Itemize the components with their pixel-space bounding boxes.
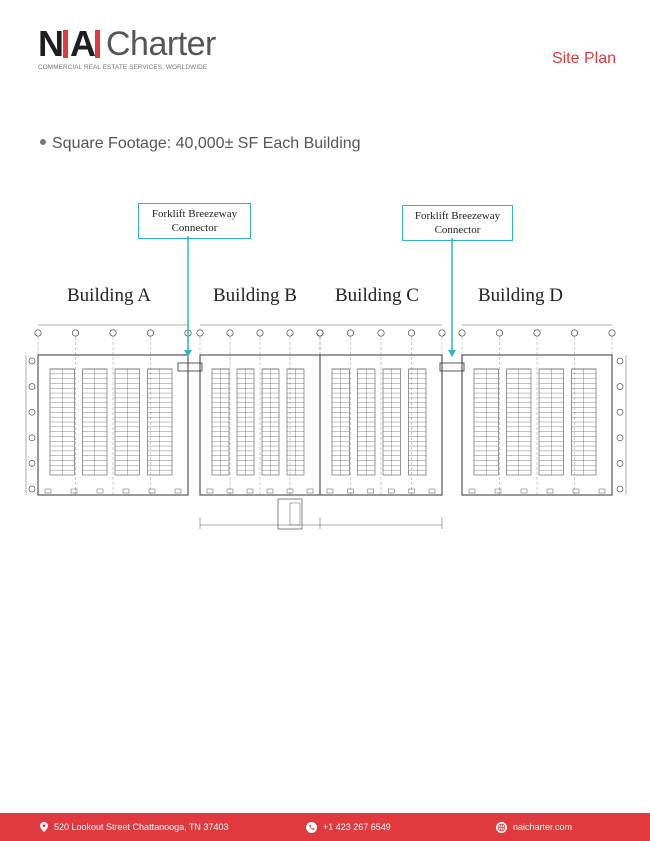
- building-c-label: Building C: [335, 285, 419, 306]
- footer-website-text: naicharter.com: [513, 822, 573, 832]
- grid-bubble-row: [29, 460, 35, 466]
- breezeway-connector-ab: [178, 363, 202, 371]
- dock-door: [247, 489, 253, 493]
- dock-door: [547, 489, 553, 493]
- leader-arrow-left: [184, 350, 192, 357]
- grid-bubble-row: [617, 460, 623, 466]
- callout-line2: Connector: [171, 222, 218, 234]
- grid-bubble-row: [617, 384, 623, 390]
- grid-bubble-row: [617, 409, 623, 415]
- footer-address: [40, 813, 228, 841]
- dock-door: [149, 489, 155, 493]
- footer-website[interactable]: [496, 813, 572, 841]
- callout-line1: Forklift Breezeway: [414, 210, 501, 222]
- grid-bubble-row: [617, 435, 623, 441]
- footer-phone[interactable]: [306, 813, 391, 841]
- dock-door: [123, 489, 129, 493]
- callout-line1: Forklift Breezeway: [151, 208, 238, 220]
- callout-leaders: [0, 0, 650, 360]
- grid-bubble-row: [29, 384, 35, 390]
- globe-icon: [496, 822, 507, 833]
- dock-door: [267, 489, 273, 493]
- footer-address-text: 520 Lookout Street Chattanooga, TN 37403: [54, 822, 229, 832]
- office-rooms: [290, 503, 300, 525]
- grid-bubble-row: [29, 486, 35, 492]
- logo-mark: N A: [38, 26, 102, 62]
- dock-door: [368, 489, 374, 493]
- dock-door: [307, 489, 313, 493]
- location-pin-icon: [40, 822, 48, 832]
- dock-door: [327, 489, 333, 493]
- dock-door: [97, 489, 103, 493]
- breezeway-connector-cd: [440, 363, 464, 371]
- dock-door: [207, 489, 213, 493]
- dock-door: [388, 489, 394, 493]
- dock-door: [495, 489, 501, 493]
- bullet-text: Square Footage: 40,000± SF Each Building: [52, 135, 361, 152]
- grid-bubble-row: [29, 409, 35, 415]
- phone-icon: [306, 822, 317, 833]
- dock-door: [175, 489, 181, 493]
- dock-door: [573, 489, 579, 493]
- dock-door: [521, 489, 527, 493]
- logo-tagline: COMMERCIAL REAL ESTATE SERVICES, WORLDWIDE: [38, 64, 208, 71]
- dock-door: [71, 489, 77, 493]
- footer-phone-text: +1 423 267 6549: [323, 822, 391, 832]
- building-a-label: Building A: [67, 285, 151, 306]
- dock-door: [429, 489, 435, 493]
- footer-bar: [0, 813, 650, 841]
- grid-bubble-row: [617, 486, 623, 492]
- dock-door: [599, 489, 605, 493]
- page-title: Site Plan: [551, 50, 616, 67]
- dock-door: [469, 489, 475, 493]
- logo-wordmark: Charter: [106, 25, 216, 63]
- callout-line2: Connector: [434, 224, 481, 236]
- dock-door: [45, 489, 51, 493]
- leader-arrow-right: [448, 350, 456, 357]
- building-b-label: Building B: [213, 285, 297, 306]
- grid-bubble-row: [29, 435, 35, 441]
- building-d-label: Building D: [478, 285, 563, 306]
